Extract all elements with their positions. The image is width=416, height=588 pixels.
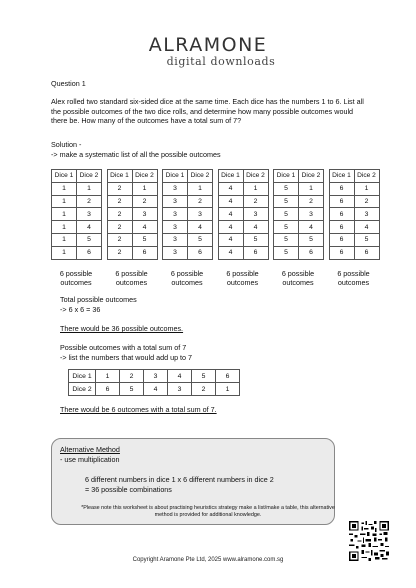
table-row	[274, 233, 324, 246]
table-cell: 2	[107, 208, 132, 221]
table-cell: 5	[299, 233, 324, 246]
sum-seven-table	[68, 369, 240, 396]
table-cell: 1	[299, 182, 324, 195]
table-cell: 6	[354, 246, 379, 259]
dice-table-caption: 6 possible outcomes	[115, 268, 148, 287]
table-cell: 4	[354, 221, 379, 234]
table-cell: 1	[52, 246, 77, 259]
table-cell: 5	[274, 208, 299, 221]
table-cell: 4	[218, 233, 243, 246]
dice-table-4	[218, 169, 269, 287]
sum-seven-header-dice-1: Dice 1	[69, 370, 96, 383]
dice-table-header: Dice 2	[354, 170, 379, 183]
sum-seven-header-dice-2: Dice 2	[69, 383, 96, 396]
table-cell: 1	[52, 208, 77, 221]
table-row	[329, 182, 379, 195]
table-cell: 4	[299, 221, 324, 234]
brand-tagline: digital downloads	[166, 55, 276, 68]
dice-table-header: Dice 1	[329, 170, 354, 183]
table-row	[52, 182, 102, 195]
table-row	[107, 208, 157, 221]
table-cell: 1	[52, 221, 77, 234]
table-row	[163, 233, 213, 246]
table-row	[107, 233, 157, 246]
sum-seven-row-dice-2	[69, 383, 240, 396]
table-cell: 6	[132, 246, 157, 259]
table-cell: 6	[216, 370, 240, 383]
dice-table-caption: 6 possible outcomes	[226, 268, 259, 287]
table-cell: 5	[120, 383, 144, 396]
table-row	[107, 195, 157, 208]
question-title: Question 1	[51, 79, 86, 88]
dice-table-header: Dice 1	[218, 170, 243, 183]
table-row	[274, 195, 324, 208]
table-row	[52, 195, 102, 208]
table-row	[274, 221, 324, 234]
brand-name: ALRAMONE	[148, 34, 268, 56]
table-cell: 2	[107, 246, 132, 259]
table-cell: 2	[243, 195, 268, 208]
table-cell: 1	[96, 370, 120, 383]
table-cell: 6	[188, 246, 213, 259]
table-cell: 4	[218, 208, 243, 221]
table-cell: 5	[354, 233, 379, 246]
table-cell: 1	[52, 233, 77, 246]
total-outcomes-calc: -> 6 x 6 = 36	[60, 305, 101, 314]
table-cell: 3	[163, 208, 188, 221]
table-cell: 5	[192, 370, 216, 383]
table-cell: 3	[132, 208, 157, 221]
table-cell: 1	[243, 182, 268, 195]
sum-seven-label: Possible outcomes with a total sum of 7	[60, 343, 187, 352]
dice-table-1	[51, 169, 102, 287]
table-cell: 3	[144, 370, 168, 383]
dice-table-header-row	[274, 170, 324, 183]
table-cell: 5	[274, 221, 299, 234]
table-cell: 5	[274, 195, 299, 208]
table-cell: 3	[188, 208, 213, 221]
table-cell: 5	[188, 233, 213, 246]
table-row	[218, 221, 268, 234]
alternative-method-line-1: 6 different numbers in dice 1 x 6 different numbers in dice 2	[85, 475, 274, 484]
table-row	[329, 221, 379, 234]
dice-table-header: Dice 1	[107, 170, 132, 183]
table-row	[52, 246, 102, 259]
table-row	[218, 233, 268, 246]
table-cell: 4	[77, 221, 102, 234]
table-cell: 6	[77, 246, 102, 259]
table-cell: 6	[329, 233, 354, 246]
sum-seven-step: -> list the numbers that would add up to 7	[60, 353, 193, 362]
table-cell: 5	[274, 182, 299, 195]
table-row	[52, 208, 102, 221]
table-cell: 5	[132, 233, 157, 246]
dice-table-header: Dice 1	[274, 170, 299, 183]
alternative-method-step: - use multiplication	[60, 455, 120, 464]
table-row	[329, 246, 379, 259]
table-cell: 2	[132, 195, 157, 208]
table-row	[274, 182, 324, 195]
table-cell: 3	[163, 233, 188, 246]
qr-code-icon[interactable]	[349, 521, 389, 561]
table-cell: 3	[163, 195, 188, 208]
table-cell: 6	[243, 246, 268, 259]
dice-table-3	[162, 169, 213, 287]
dice-table-header: Dice 1	[163, 170, 188, 183]
table-cell: 3	[163, 246, 188, 259]
table-cell: 5	[274, 246, 299, 259]
dice-table-header: Dice 2	[132, 170, 157, 183]
table-cell: 5	[77, 233, 102, 246]
table-row	[218, 208, 268, 221]
table-row	[274, 246, 324, 259]
table-cell: 2	[107, 182, 132, 195]
dice-table-header: Dice 2	[299, 170, 324, 183]
table-cell: 6	[329, 208, 354, 221]
sum-seven-row-dice-1	[69, 370, 240, 383]
table-cell: 1	[216, 383, 240, 396]
table-cell: 5	[274, 233, 299, 246]
table-cell: 2	[107, 221, 132, 234]
table-cell: 2	[120, 370, 144, 383]
dice-table-header: Dice 2	[243, 170, 268, 183]
dice-table-caption: 6 possible outcomes	[59, 268, 93, 287]
total-outcomes-label: Total possible outcomes	[60, 295, 137, 304]
table-cell: 2	[354, 195, 379, 208]
dice-table-header-row	[163, 170, 213, 183]
table-row	[329, 208, 379, 221]
table-cell: 2	[107, 195, 132, 208]
table-cell: 2	[299, 195, 324, 208]
table-row	[163, 246, 213, 259]
table-row	[218, 182, 268, 195]
table-cell: 6	[329, 221, 354, 234]
sum-seven-result: There would be 6 outcomes with a total sum of 7.	[60, 405, 217, 414]
table-row	[274, 208, 324, 221]
table-cell: 1	[52, 195, 77, 208]
solution-label: Solution -	[51, 140, 82, 149]
table-cell: 4	[218, 221, 243, 234]
table-cell: 4	[218, 182, 243, 195]
table-cell: 4	[144, 383, 168, 396]
table-row	[218, 195, 268, 208]
alternative-method-line-2: = 36 possible combinations	[85, 485, 172, 494]
table-cell: 2	[188, 195, 213, 208]
dice-table-5	[273, 169, 324, 287]
table-row	[163, 182, 213, 195]
table-cell: 4	[188, 221, 213, 234]
alternative-method-note: *Please note this worksheet is about practising heuristics strategy make a list/make a table, this alternative method is provided for additional knowledge.	[81, 505, 335, 518]
table-cell: 1	[132, 182, 157, 195]
alternative-method-title: Alternative Method	[60, 445, 120, 454]
table-row	[218, 246, 268, 259]
total-outcomes-result: There would be 36 possible outcomes.	[60, 324, 184, 333]
table-cell: 1	[52, 182, 77, 195]
table-cell: 4	[218, 195, 243, 208]
solution-step-1: -> make a systematic list of all the possible outcomes	[51, 150, 221, 159]
dice-table-caption: 6 possible outcomes	[170, 268, 204, 287]
table-cell: 3	[243, 208, 268, 221]
table-cell: 6	[299, 246, 324, 259]
table-row	[107, 246, 157, 259]
table-row	[329, 195, 379, 208]
dice-table-2	[107, 169, 158, 287]
table-cell: 3	[168, 383, 192, 396]
table-cell: 4	[243, 221, 268, 234]
table-row	[163, 221, 213, 234]
table-row	[329, 233, 379, 246]
table-row	[52, 221, 102, 234]
table-cell: 2	[107, 233, 132, 246]
table-cell: 1	[77, 182, 102, 195]
table-cell: 5	[243, 233, 268, 246]
question-text: Alex rolled two standard six-sided dice at the same time. Each dice has the numbers 1 to 6. List all the possible outcomes of the two dice rolls, and determine how many possible outcomes would there be. How many of the outcomes have a total sum of 7?	[51, 97, 364, 126]
dice-table-header: Dice 1	[52, 170, 77, 183]
table-cell: 3	[163, 221, 188, 234]
table-row	[107, 182, 157, 195]
dice-table-header-row	[52, 170, 102, 183]
table-row	[107, 221, 157, 234]
table-cell: 3	[163, 182, 188, 195]
table-cell: 2	[77, 195, 102, 208]
dice-outcome-tables	[51, 169, 381, 289]
table-cell: 6	[96, 383, 120, 396]
table-cell: 3	[77, 208, 102, 221]
table-row	[163, 208, 213, 221]
dice-table-caption: 6 possible outcomes	[337, 268, 370, 287]
table-cell: 4	[132, 221, 157, 234]
table-row	[163, 195, 213, 208]
dice-table-header-row	[218, 170, 268, 183]
dice-table-header-row	[329, 170, 379, 183]
dice-table-header: Dice 2	[188, 170, 213, 183]
dice-table-header-row	[107, 170, 157, 183]
table-cell: 6	[329, 182, 354, 195]
dice-table-caption: 6 possible outcomes	[281, 268, 315, 287]
dice-table-6	[329, 169, 380, 287]
table-cell: 4	[218, 246, 243, 259]
table-cell: 1	[188, 182, 213, 195]
table-cell: 1	[354, 182, 379, 195]
table-cell: 2	[192, 383, 216, 396]
brand-logo	[0, 36, 416, 68]
dice-table-header: Dice 2	[77, 170, 102, 183]
table-cell: 3	[354, 208, 379, 221]
footer-copyright: Copyright Aramone Pte Ltd, 2025 www.alramone.com.sg	[132, 557, 284, 563]
table-row	[52, 233, 102, 246]
table-cell: 3	[299, 208, 324, 221]
table-cell: 6	[329, 195, 354, 208]
table-cell: 6	[329, 246, 354, 259]
table-cell: 4	[168, 370, 192, 383]
